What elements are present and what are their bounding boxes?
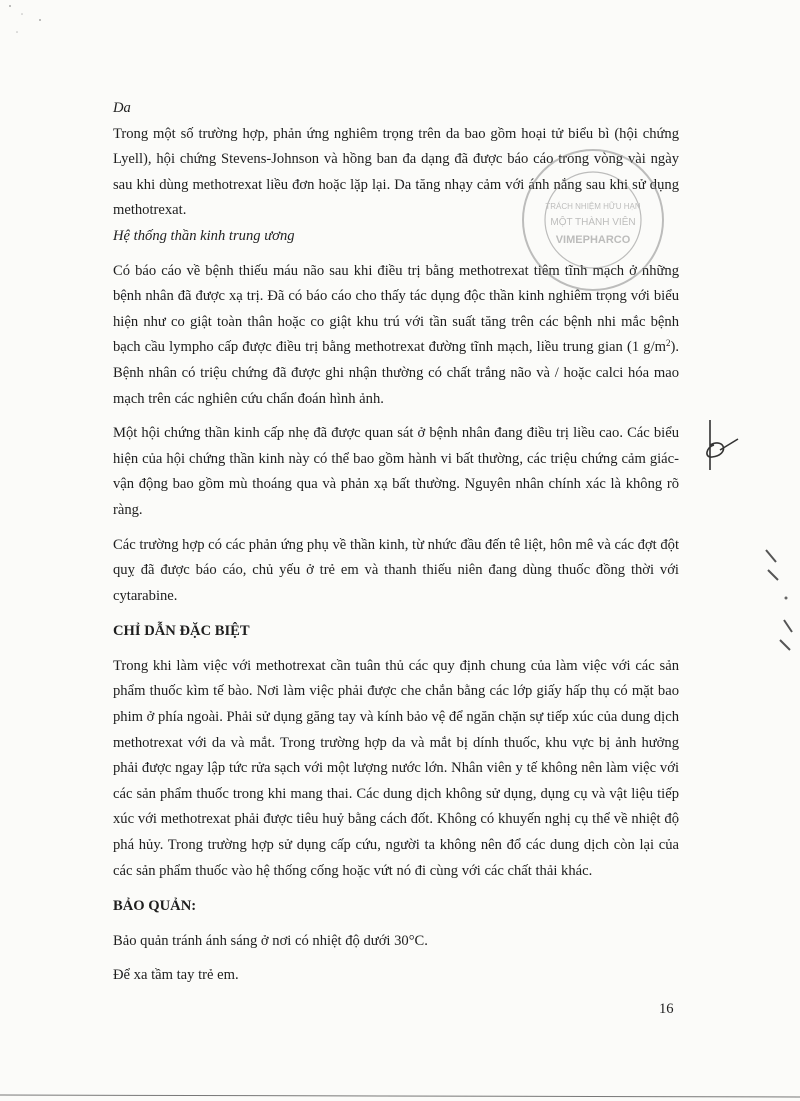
paragraph-encephalopathy: [113, 259, 679, 413]
scan-bottom-edge: [0, 1089, 800, 1101]
signature-mark: [700, 415, 740, 475]
paragraph-encephalopathy-text-b: ). Bệnh nhân có triệu chứng đã được ghi nhận thường có chất trắng não và / hoặc calci hóa mao mạch trên các nghiên cứu chẩn đoán hình ảnh.: [113, 339, 679, 407]
heading-special-instructions: CHỈ DẪN ĐẶC BIỆT: [113, 623, 250, 640]
paragraph-neuro-side-effects: Các trường hợp có các phản ứng phụ về thần kinh, từ nhức đầu đến tê liệt, hôn mê và các đợt đột quỵ đã được báo cáo, chủ yếu ở trẻ em và thanh thiếu niên đang dùng thuốc đồng thời với cytarabine.: [113, 536, 679, 604]
page-edge-marks: [762, 540, 796, 660]
svg-text:MỘT THÀNH VIÊN: MỘT THÀNH VIÊN: [550, 217, 636, 228]
superscript-2: 2: [665, 338, 671, 349]
paragraph-keep-from-children: Để xa tầm tay trẻ em.: [113, 967, 239, 984]
document-body: [113, 96, 679, 989]
svg-text:TRÁCH NHIỆM HỮU HẠN: TRÁCH NHIỆM HỮU HẠN: [545, 202, 641, 211]
subheading-skin: Da: [113, 100, 131, 116]
page-number: 16: [659, 1001, 674, 1017]
svg-text:VIMEPHARCO: VIMEPHARCO: [555, 234, 631, 246]
paragraph-storage-temperature: Bảo quản tránh ánh sáng ở nơi có nhiệt độ dưới 30°C.: [113, 932, 428, 949]
paragraph-handling-instructions: Trong khi làm việc với methotrexat cần tuân thủ các quy định chung của làm việc với các sản phẩm thuốc kìm tế bào. Nơi làm việc phải được che chắn bằng các lớp giấy hấp thụ có mặt bao phim ở phía ngoài. Phải sử dụng găng tay và kính bảo vệ để ngăn chặn sự tiếp xúc của dung dịch methotrexat với da và mắt. Trong trường hợp da và mắt bị dính thuốc, khu vực bị ảnh hưởng phải được ngay lập tức rửa sạch với một lượng nước lớn. Nhân viên y tế không nên làm việc với các sản phẩm thuốc trong khi mang thai. Các dung dịch không sử dụng, dụng cụ và vật liệu tiếp xúc với methotrexat phải được tiêu huỷ bằng cách đốt. Không có khuyến nghị cụ thể về nhiệt độ phá hủy. Trong trường hợp sử dụng cấp cứu, người ta không nên đổ các dung dịch còn lại của các sản phẩm thuốc vào hệ thống cống hoặc vứt nó đi cùng với các chất thải khác.: [113, 657, 679, 879]
paragraph-encephalopathy-text-a: Có báo cáo về bệnh thiếu máu não sau khi điều trị bằng methotrexat tiêm tĩnh mạch ở những bệnh nhân đã được xạ trị. Đã có báo cáo cho thấy tác dụng độc thần kinh nghiêm trọng với biểu hiện như co giật toàn thân hoặc co giật khu trú với tần suất tăng trên các bệnh nhi mắc bệnh bạch cầu lympho cấp được điều trị bằng methotrexat đường tĩnh mạch, liều trung gian (1 g/m: [113, 262, 679, 356]
scan-speck-marks: [0, 0, 60, 50]
heading-storage: BẢO QUẢN:: [113, 898, 197, 915]
subheading-central-nervous-system: Hệ thống thần kinh trung ương: [113, 227, 295, 244]
paragraph-skin-reactions: Trong một số trường hợp, phản ứng nghiêm trọng trên da bao gồm hoại tử biểu bì (hội chứng Lyell), hội chứng Stevens-Johnson và hồng ban đa dạng đã được báo cáo trong vòng vài ngày sau khi dùng methotrexat liều đơn hoặc lặp lại. Da tăng nhạy cảm với ánh nắng sau khi sử dụng methotrexat.: [113, 125, 679, 219]
paragraph-acute-neuro-syndrome: Một hội chứng thần kinh cấp nhẹ đã được quan sát ở bệnh nhân đang điều trị liều cao. Các biểu hiện của hội chứng thần kinh này có thể bao gồm hành vi bất thường, các triệu chứng cảm giác-vận động bao gồm mù thoáng qua và phản xạ bất thường. Nguyên nhân chính xác là không rõ ràng.: [113, 425, 679, 518]
